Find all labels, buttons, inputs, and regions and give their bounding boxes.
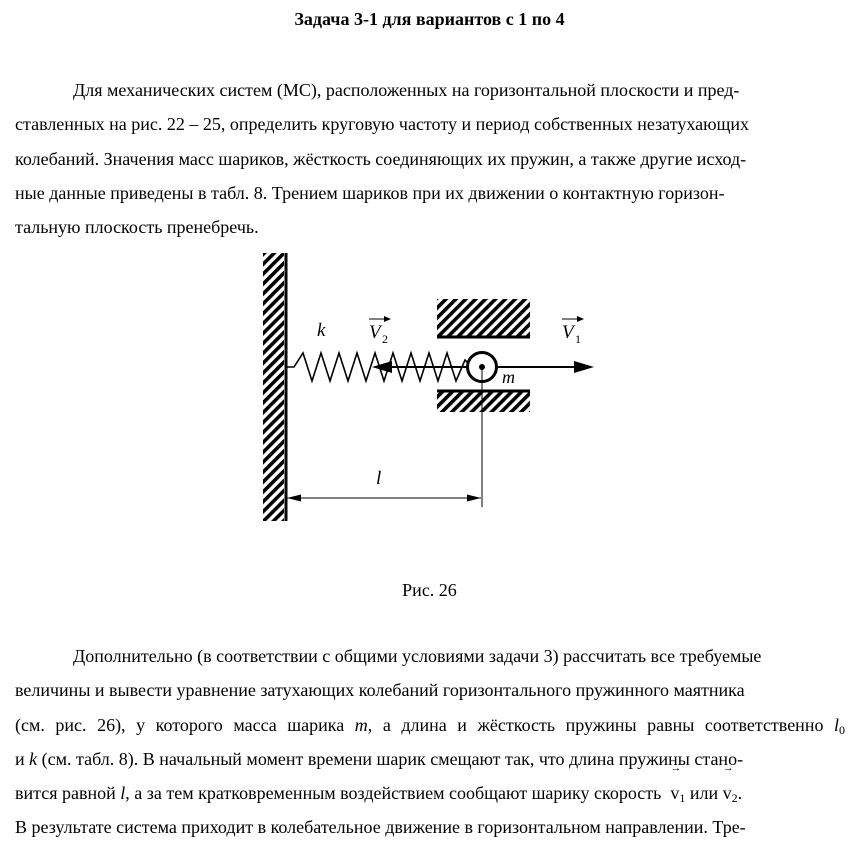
paragraph-intro <box>15 73 845 244</box>
label-m: m <box>502 367 515 387</box>
paragraph-line: тальную плоскость пренебречь. <box>15 217 259 238</box>
label-l: l <box>376 468 382 489</box>
paragraph-line: (см. рис. 26), у которого масса шарика m, а длина и жёсткость пружины равны соответственно $l_0$ <box>15 714 845 737</box>
label-v2-letter: V <box>369 322 381 343</box>
lower-guide <box>437 391 530 412</box>
paragraph-additional <box>15 639 845 845</box>
symbol-l0: l <box>833 714 839 735</box>
spring-pendulum-figure <box>250 245 610 530</box>
figure-caption: Рис. 26 <box>402 580 457 600</box>
label-k: k <box>317 320 326 341</box>
label-v2 <box>369 316 391 346</box>
wall <box>263 253 286 521</box>
paragraph-line: величины и вывести уравнение затухающих колебаний горизонтального пружинного маятника <box>15 680 745 701</box>
paragraph-line: Для механических систем (МС), расположенных на горизонтальной плоскости и пред- <box>73 80 740 100</box>
velocity-v2-arrow <box>372 361 482 373</box>
vector-v1: → $v_1$ <box>670 776 685 810</box>
symbol-k: k <box>29 748 38 769</box>
symbol-l: l <box>120 783 126 804</box>
vector-v2: → $v_2$ <box>723 776 738 810</box>
label-v1-letter: V <box>562 322 574 343</box>
label-v2-sub: 2 <box>382 332 388 346</box>
paragraph-line: В результате система приходит в колебательное движение в горизонтальном направлении. Тре- <box>15 817 746 838</box>
symbol-m: m <box>354 714 368 735</box>
upper-guide <box>437 299 530 337</box>
paragraph-line: колебаний. Значения масс шариков, жёсткость соединяющих их пружин, а также другие исход- <box>15 148 747 169</box>
paragraph-line: и k (см. табл. 8). В начальный момент времени шарик смещают так, что длина пружины стано- <box>15 748 744 769</box>
paragraph-line: вится равной l, а за тем кратковременным воздействием сообщают шарику скорость → $v_1$ или → $v_2$. <box>15 776 845 810</box>
task-title: Задача 3-1 для вариантов с 1 по 4 <box>294 9 565 29</box>
velocity-v1-arrow <box>482 361 594 373</box>
paragraph-line: ставленных на рис. 22 – 25, определить круговую частоту и период собственных незатухающих <box>15 114 750 135</box>
paragraph-line: ные данные приведены в табл. 8. Трением шариков при их движении о контактную горизон- <box>15 182 725 203</box>
label-v1 <box>562 316 584 346</box>
paragraph-line: Дополнительно (в соответствии с общими условиями задачи 3) рассчитать все требуемые <box>73 646 762 666</box>
dimension-l <box>287 495 481 502</box>
label-v1-sub: 1 <box>575 332 581 346</box>
